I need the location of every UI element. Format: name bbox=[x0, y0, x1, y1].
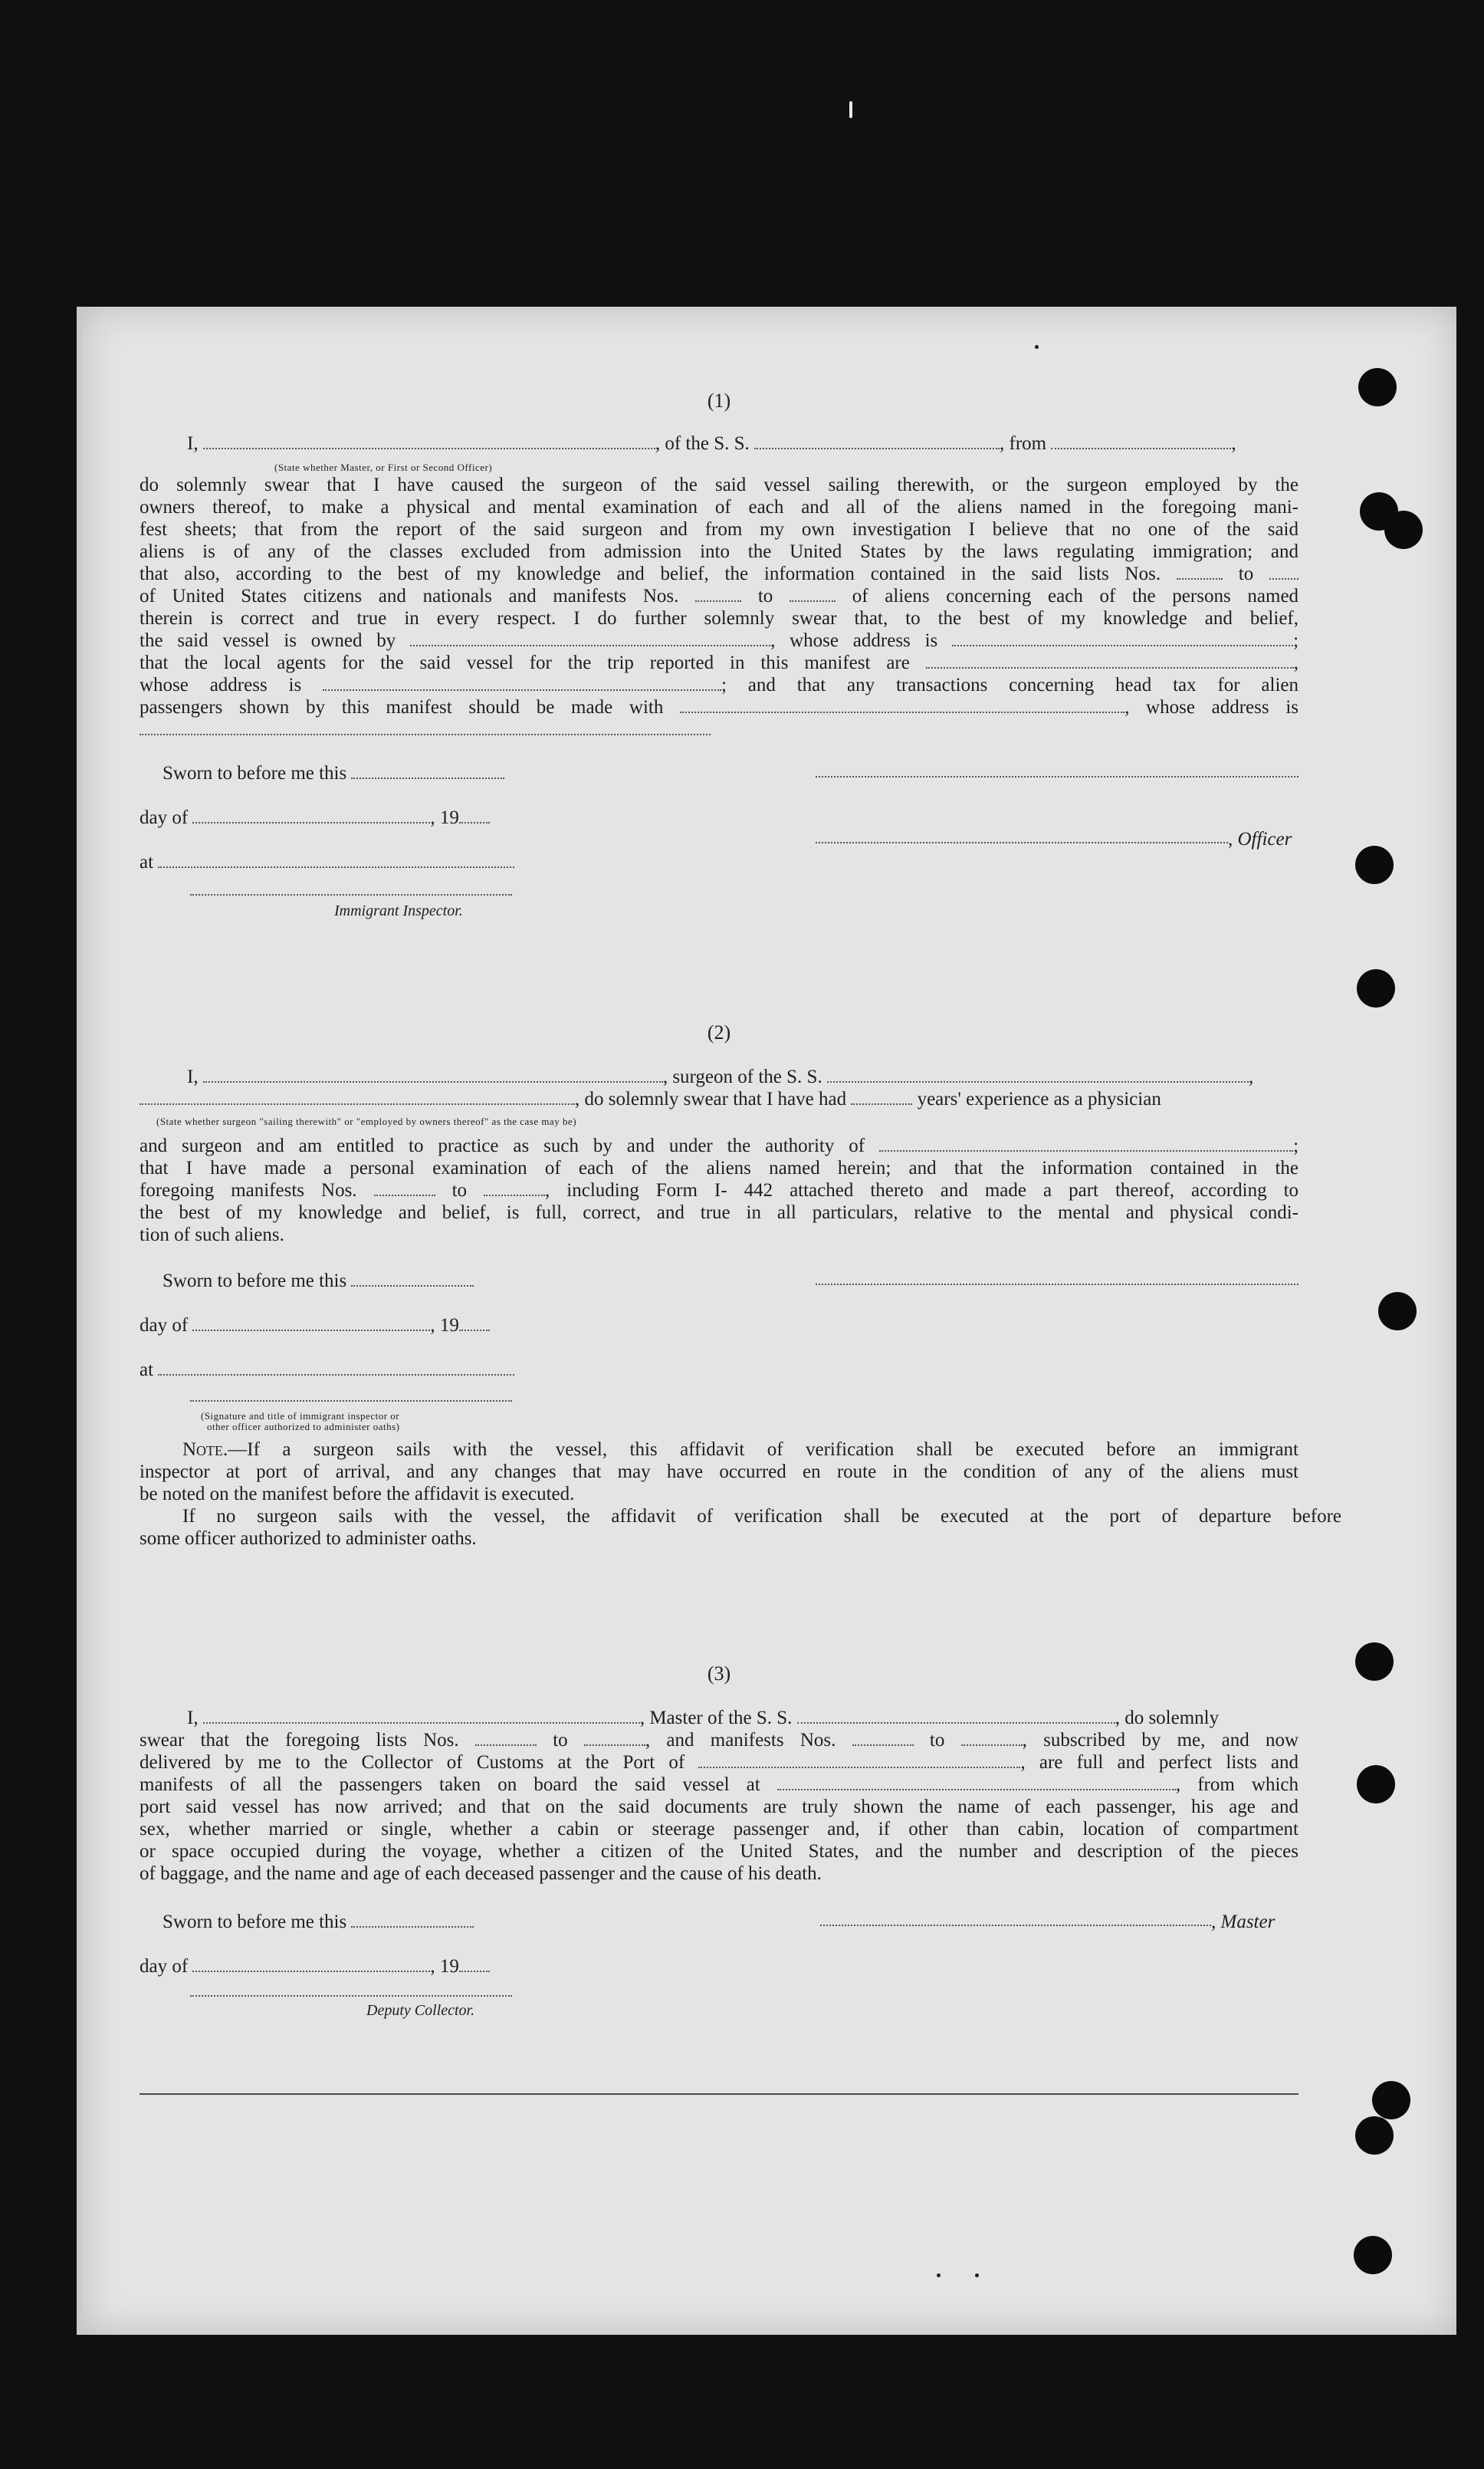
text-line: owners thereof, to make a physical and mental examination of each and all of the aliens named in the foregoing mani- bbox=[140, 497, 1298, 518]
sworn-label: Sworn to before me this bbox=[163, 1271, 347, 1291]
year-blank[interactable] bbox=[459, 1957, 490, 1972]
manifests-to-blank[interactable] bbox=[961, 1731, 1023, 1746]
text-line: be noted on the manifest before the affidavit is executed. bbox=[140, 1484, 575, 1504]
text-line: port said vessel has now arrived; and that on the said documents are truly shown the name of each passenger, his age and bbox=[140, 1797, 1298, 1817]
text-line: of United States citizens and nationals and manifests Nos. to of aliens concerning each of the persons named bbox=[140, 586, 1299, 607]
officer-label: , Officer bbox=[1228, 829, 1292, 850]
head-tax-agent-blank[interactable] bbox=[680, 698, 1124, 713]
section-number: (1) bbox=[707, 390, 731, 412]
section-number: (2) bbox=[707, 1021, 731, 1044]
text-line: fest sheets; that from the report of the said surgeon and from my own investigation I believe that no one of the said bbox=[140, 519, 1298, 540]
day-of-blank[interactable] bbox=[192, 808, 430, 824]
text-line: the said vessel is owned by , whose address is ; bbox=[140, 630, 1299, 651]
text-line: swear that the foregoing lists Nos. to , and manifests Nos. to , subscribed by me, and now bbox=[140, 1730, 1299, 1751]
section-number: (3) bbox=[707, 1662, 731, 1685]
punch-hole bbox=[1354, 2236, 1392, 2274]
dust-speck bbox=[1035, 345, 1039, 349]
oath-body bbox=[140, 474, 1298, 741]
text-line: whose address is ; and that any transactions concerning head tax for alien bbox=[140, 675, 1298, 695]
bottom-rule bbox=[140, 2093, 1298, 2095]
sworn-date-blank[interactable] bbox=[351, 764, 504, 779]
punch-hole bbox=[1357, 969, 1395, 1008]
surgeon-oath-body bbox=[140, 1135, 1298, 1246]
lists-to-blank[interactable] bbox=[584, 1731, 645, 1746]
manifests-to-blank[interactable] bbox=[484, 1181, 545, 1196]
note-paragraph: Note.—If a surgeon sails with the vessel, this affidavit of verification shall be executed before an immigrant inspector at port of arrival, and any changes that may have occurred en route in the condition of any of the aliens must be noted on the manifest before the affidavit is executed. If no surgeon sails with the vessel, the affidavit of verification shall be executed at the port of departure before some officer authorized to administer oaths. bbox=[140, 1439, 1341, 1549]
text-line: aliens is of any of the classes excluded from admission into the United States by the laws regulating immigration; and bbox=[140, 541, 1298, 562]
text-line: delivered by me to the Collector of Customs at the Port of , are full and perfect lists and bbox=[140, 1752, 1299, 1773]
authority-blank[interactable] bbox=[879, 1136, 1293, 1152]
vessel-name-blank[interactable] bbox=[797, 1708, 1115, 1724]
at-blank[interactable] bbox=[158, 1360, 514, 1376]
text-line: that I have made a personal examination of each of the aliens named herein; and that the information contained in the bbox=[140, 1158, 1298, 1179]
text-line: the best of my knowledge and belief, is full, correct, and true in all particulars, relative to the mental and physical condi- bbox=[140, 1202, 1298, 1223]
punch-hole bbox=[1355, 846, 1394, 884]
surgeon-note: (State whether surgeon "sailing therewith" or "employed by owners thereof" as the case may be) bbox=[156, 1116, 577, 1127]
text-line: tion of such aliens. bbox=[140, 1225, 284, 1245]
local-agents-blank[interactable] bbox=[926, 653, 1294, 669]
sworn-date-blank[interactable] bbox=[351, 1271, 474, 1287]
head-tax-address-blank[interactable] bbox=[140, 720, 711, 735]
year-blank[interactable] bbox=[459, 1316, 490, 1331]
text-line: foregoing manifests Nos. to , including Form I- 442 attached thereto and made a part thereof, according to bbox=[140, 1180, 1299, 1201]
port-from-blank[interactable] bbox=[1051, 434, 1231, 449]
text-line: that the local agents for the said vessel for the trip reported in this manifest are , bbox=[140, 653, 1299, 673]
signature-blank[interactable] bbox=[816, 762, 1298, 778]
at-blank[interactable] bbox=[158, 853, 514, 868]
text-line: manifests of all the passengers taken on board the said vessel at , from which bbox=[140, 1774, 1299, 1795]
year-blank[interactable] bbox=[459, 808, 490, 824]
punch-hole bbox=[1384, 511, 1423, 549]
surgeon-type-blank[interactable] bbox=[140, 1090, 575, 1105]
surgeon-name-blank[interactable] bbox=[203, 1067, 663, 1083]
at-label: at bbox=[140, 1359, 154, 1380]
punch-hole bbox=[1372, 2081, 1410, 2119]
lists-from-blank[interactable] bbox=[1177, 564, 1223, 580]
lists-to-blank[interactable] bbox=[1269, 564, 1298, 580]
inspector-signature-blank[interactable] bbox=[190, 1399, 512, 1402]
text-line: some officer authorized to administer oaths. bbox=[140, 1528, 477, 1549]
officer-signature-blank[interactable] bbox=[816, 828, 1228, 843]
sworn-date-blank[interactable] bbox=[351, 1912, 474, 1928]
punch-hole bbox=[1357, 1765, 1395, 1803]
punch-hole bbox=[1358, 368, 1397, 406]
manifests-from-blank[interactable] bbox=[374, 1181, 435, 1196]
owner-address-blank[interactable] bbox=[952, 631, 1293, 646]
text-line: that also, according to the best of my knowledge and belief, the information contained in the said lists Nos. to bbox=[140, 563, 1298, 585]
officer-note: (State whether Master, or First or Second Officer) bbox=[274, 462, 493, 473]
manifests-to-blank[interactable] bbox=[790, 587, 836, 602]
text-line: or space occupied during the voyage, whether a citizen of the United States, and the number and description of the pieces bbox=[140, 1841, 1298, 1862]
oath-opening: I, , of the S. S. , from , bbox=[187, 433, 1236, 454]
sworn-label: Sworn to before me this bbox=[163, 1912, 347, 1932]
text-line: If no surgeon sails with the vessel, the affidavit of verification shall be executed at the port of departure before bbox=[182, 1506, 1341, 1527]
text-line: of baggage, and the name and age of each deceased passenger and the cause of his death. bbox=[140, 1863, 822, 1884]
embarkation-port-blank[interactable] bbox=[777, 1775, 1176, 1790]
master-oath-body bbox=[140, 1729, 1298, 1885]
day-of-label: day of bbox=[140, 1315, 189, 1336]
port-blank[interactable] bbox=[698, 1753, 1020, 1768]
lists-from-blank[interactable] bbox=[475, 1731, 537, 1746]
sworn-label: Sworn to before me this bbox=[163, 763, 347, 784]
master-name-blank[interactable] bbox=[203, 1708, 640, 1724]
dust-speck bbox=[975, 2273, 979, 2277]
film-scratch bbox=[849, 101, 852, 118]
vessel-name-blank[interactable] bbox=[754, 434, 1000, 449]
officer-blank[interactable] bbox=[203, 434, 655, 449]
punch-hole bbox=[1355, 1642, 1394, 1681]
text-line: and surgeon and am entitled to practice as such by and under the authority of ; bbox=[140, 1136, 1299, 1156]
signature-note: (Signature and title of immigrant inspector or bbox=[201, 1410, 400, 1422]
master-label: , Master bbox=[1211, 1912, 1276, 1932]
day-of-label: day of bbox=[140, 807, 189, 828]
owner-blank[interactable] bbox=[410, 631, 770, 646]
manifests-from-blank[interactable] bbox=[695, 587, 741, 602]
years-experience-blank[interactable] bbox=[851, 1090, 912, 1105]
inspector-label: Immigrant Inspector. bbox=[334, 902, 463, 919]
signature-note: other officer authorized to administer oaths) bbox=[207, 1421, 400, 1432]
inspector-signature-blank[interactable] bbox=[190, 893, 512, 896]
collector-label: Deputy Collector. bbox=[366, 2002, 475, 2019]
punch-hole bbox=[1378, 1292, 1417, 1330]
punch-hole bbox=[1355, 2116, 1394, 2155]
master-signature-blank[interactable] bbox=[820, 1911, 1211, 1926]
manifests-from-blank[interactable] bbox=[852, 1731, 914, 1746]
text-line: passengers shown by this manifest should be made with , whose address is bbox=[140, 697, 1298, 718]
text-line: do solemnly swear that I have caused the surgeon of the said vessel sailing therewith, or the surgeon employed by the bbox=[140, 475, 1298, 495]
surgeon-signature-blank[interactable] bbox=[816, 1270, 1298, 1285]
vessel-name-blank[interactable] bbox=[827, 1067, 1249, 1083]
text-line: therein is correct and true in every respect. I do further solemnly swear that, to the best of my knowledge and belief, bbox=[140, 608, 1298, 629]
day-of-blank[interactable] bbox=[192, 1316, 430, 1331]
dust-speck bbox=[937, 2273, 941, 2277]
note-label: Note. bbox=[182, 1439, 228, 1460]
agents-address-blank[interactable] bbox=[323, 676, 721, 691]
collector-signature-blank[interactable] bbox=[190, 1994, 512, 1997]
text-line: inspector at port of arrival, and any changes that may have occurred en route in the condition of any of the aliens must bbox=[140, 1461, 1298, 1482]
day-of-label: day of bbox=[140, 1956, 189, 1977]
at-label: at bbox=[140, 852, 154, 873]
day-of-blank[interactable] bbox=[192, 1957, 430, 1972]
text-line: sex, whether married or single, whether a cabin or steerage passenger and, if other than cabin, location of compartment bbox=[140, 1819, 1298, 1839]
